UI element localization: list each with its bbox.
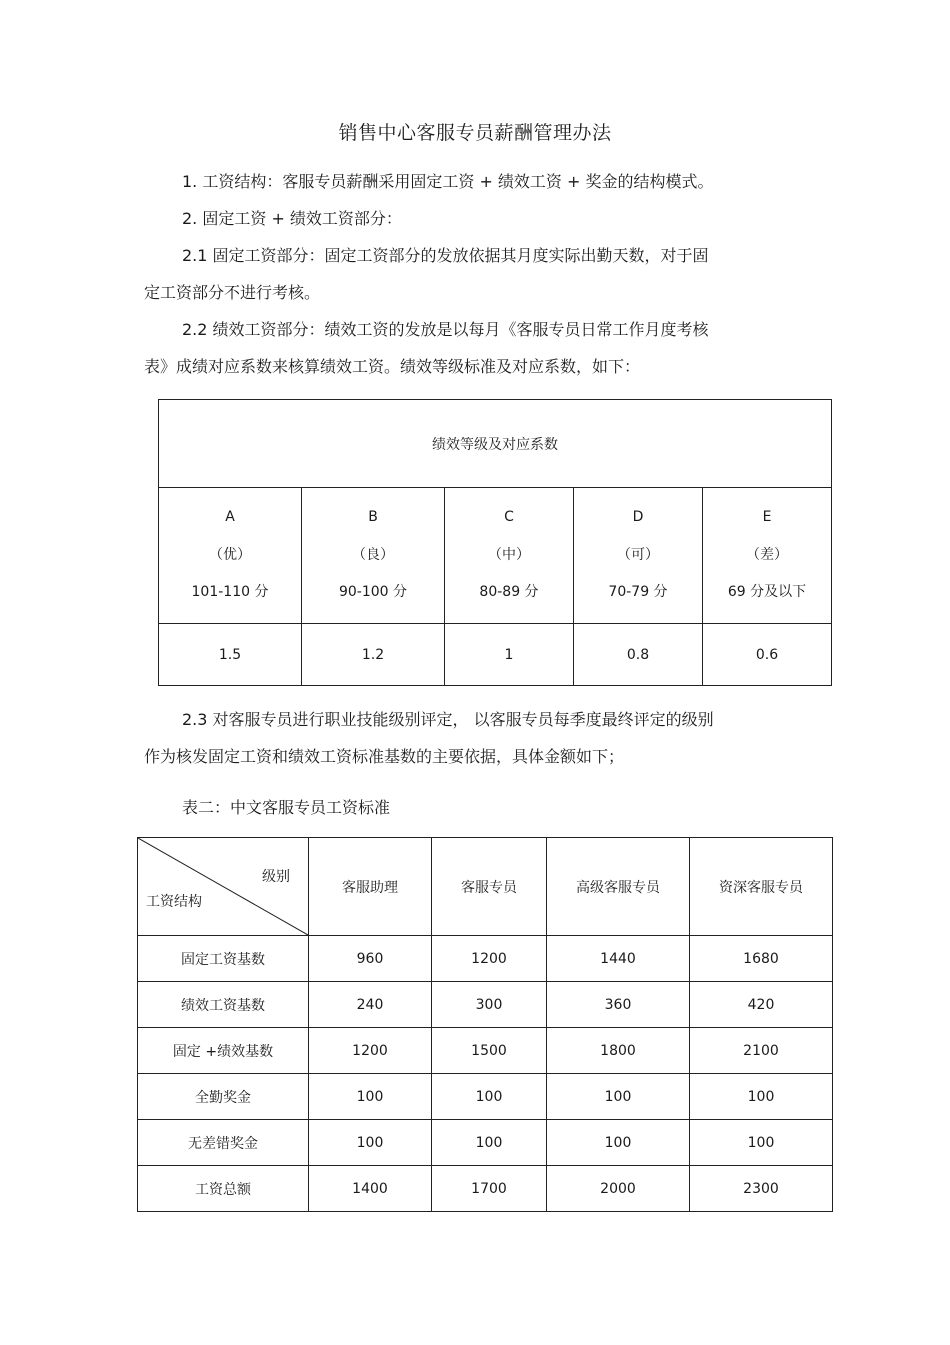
column-header: 高级客服专员: [547, 838, 690, 936]
corner-level-label: 级别: [262, 869, 290, 885]
corner-structure-label: 工资结构: [146, 894, 202, 910]
grade-cell-c: [445, 488, 574, 624]
table-cell: 100: [547, 1074, 690, 1120]
table-row: [138, 1120, 833, 1166]
grade-letter: C: [504, 509, 514, 526]
coefficient-a: 1.5: [159, 624, 302, 686]
table-cell: 2300: [690, 1166, 833, 1212]
table-cell: 1500: [432, 1028, 547, 1074]
table-cell: 100: [690, 1074, 833, 1120]
row-label: 工资总额: [138, 1166, 309, 1212]
coefficient-c: 1: [445, 624, 574, 686]
table2-caption: 表二：中文客服专员工资标准: [182, 798, 391, 817]
table-cell: 1200: [309, 1028, 432, 1074]
corner-header-cell: [138, 838, 309, 936]
grade-cell-e: [703, 488, 832, 624]
paragraph-fixed-performance: 2. 固定工资 + 绩效工资部分：: [182, 209, 402, 228]
table-cell: 300: [432, 982, 547, 1028]
table-cell: 100: [309, 1074, 432, 1120]
grade-letter: A: [225, 509, 235, 526]
table-cell: 1440: [547, 936, 690, 982]
table-cell: 360: [547, 982, 690, 1028]
grade-letter: E: [762, 509, 772, 526]
grade-cell-a: [159, 488, 302, 624]
grade-cell-d: [574, 488, 703, 624]
grade-table-header: 绩效等级及对应系数: [159, 400, 832, 488]
salary-standard-table: [137, 837, 833, 1212]
column-header: 客服助理: [309, 838, 432, 936]
table-row: [138, 1074, 833, 1120]
grade-level: （优）: [209, 546, 251, 563]
table-cell: 240: [309, 982, 432, 1028]
coefficient-d: 0.8: [574, 624, 703, 686]
row-label: 无差错奖金: [138, 1120, 309, 1166]
grade-level: （差）: [746, 546, 788, 563]
table-row: [138, 1166, 833, 1212]
paragraph-2-2-line1: 2.2 绩效工资部分：绩效工资的发放是以每月《客服专员日常工作月度考核: [182, 320, 709, 339]
performance-grade-table: [158, 399, 832, 686]
table-cell: 100: [690, 1120, 833, 1166]
table-cell: 100: [309, 1120, 432, 1166]
paragraph-2-1-line1: 2.1 固定工资部分：固定工资部分的发放依据其月度实际出勤天数，对于固: [182, 246, 709, 265]
table-cell: 1400: [309, 1166, 432, 1212]
grade-level: （良）: [352, 546, 394, 563]
paragraph-salary-structure: 1. 工资结构：客服专员薪酬采用固定工资 + 绩效工资 + 奖金的结构模式。: [182, 172, 714, 191]
grade-letter: B: [368, 509, 378, 526]
paragraph-2-3-line1: 2.3 对客服专员进行职业技能级别评定， 以客服专员每季度最终评定的级别: [182, 710, 714, 729]
paragraph-2-1-line2: 定工资部分不进行考核。: [144, 283, 321, 302]
table-row: [138, 936, 833, 982]
grade-level: （可）: [617, 546, 659, 563]
table-cell: 2100: [690, 1028, 833, 1074]
coefficient-e: 0.6: [703, 624, 832, 686]
table-cell: 960: [309, 936, 432, 982]
row-label: 固定工资基数: [138, 936, 309, 982]
table-cell: 2000: [547, 1166, 690, 1212]
table-cell: 420: [690, 982, 833, 1028]
column-header: 资深客服专员: [690, 838, 833, 936]
grade-level: （中）: [488, 546, 530, 563]
paragraph-2-3-line2: 作为核发固定工资和绩效工资标准基数的主要依据，具体金额如下；: [144, 747, 625, 766]
row-label: 全勤奖金: [138, 1074, 309, 1120]
grade-range: 80-89 分: [479, 584, 539, 601]
grade-letter: D: [632, 509, 644, 526]
table-row: [138, 1028, 833, 1074]
table-row: [138, 982, 833, 1028]
document-title: 销售中心客服专员薪酬管理办法: [338, 122, 612, 144]
grade-range: 70-79 分: [608, 584, 668, 601]
row-label: 绩效工资基数: [138, 982, 309, 1028]
grade-range: 69 分及以下: [727, 584, 807, 601]
coefficient-b: 1.2: [302, 624, 445, 686]
table-cell: 100: [432, 1120, 547, 1166]
table-cell: 1700: [432, 1166, 547, 1212]
paragraph-2-2-line2: 表》成绩对应系数来核算绩效工资。绩效等级标准及对应系数，如下：: [144, 357, 641, 376]
row-label: 固定 +绩效基数: [138, 1028, 309, 1074]
diagonal-line: [138, 838, 308, 935]
table-cell: 100: [547, 1120, 690, 1166]
grade-range: 90-100 分: [338, 584, 408, 601]
table-cell: 1680: [690, 936, 833, 982]
table-cell: 1200: [432, 936, 547, 982]
column-header: 客服专员: [432, 838, 547, 936]
table-cell: 100: [432, 1074, 547, 1120]
grade-cell-b: [302, 488, 445, 624]
grade-range: 101-110 分: [191, 584, 269, 601]
table-cell: 1800: [547, 1028, 690, 1074]
